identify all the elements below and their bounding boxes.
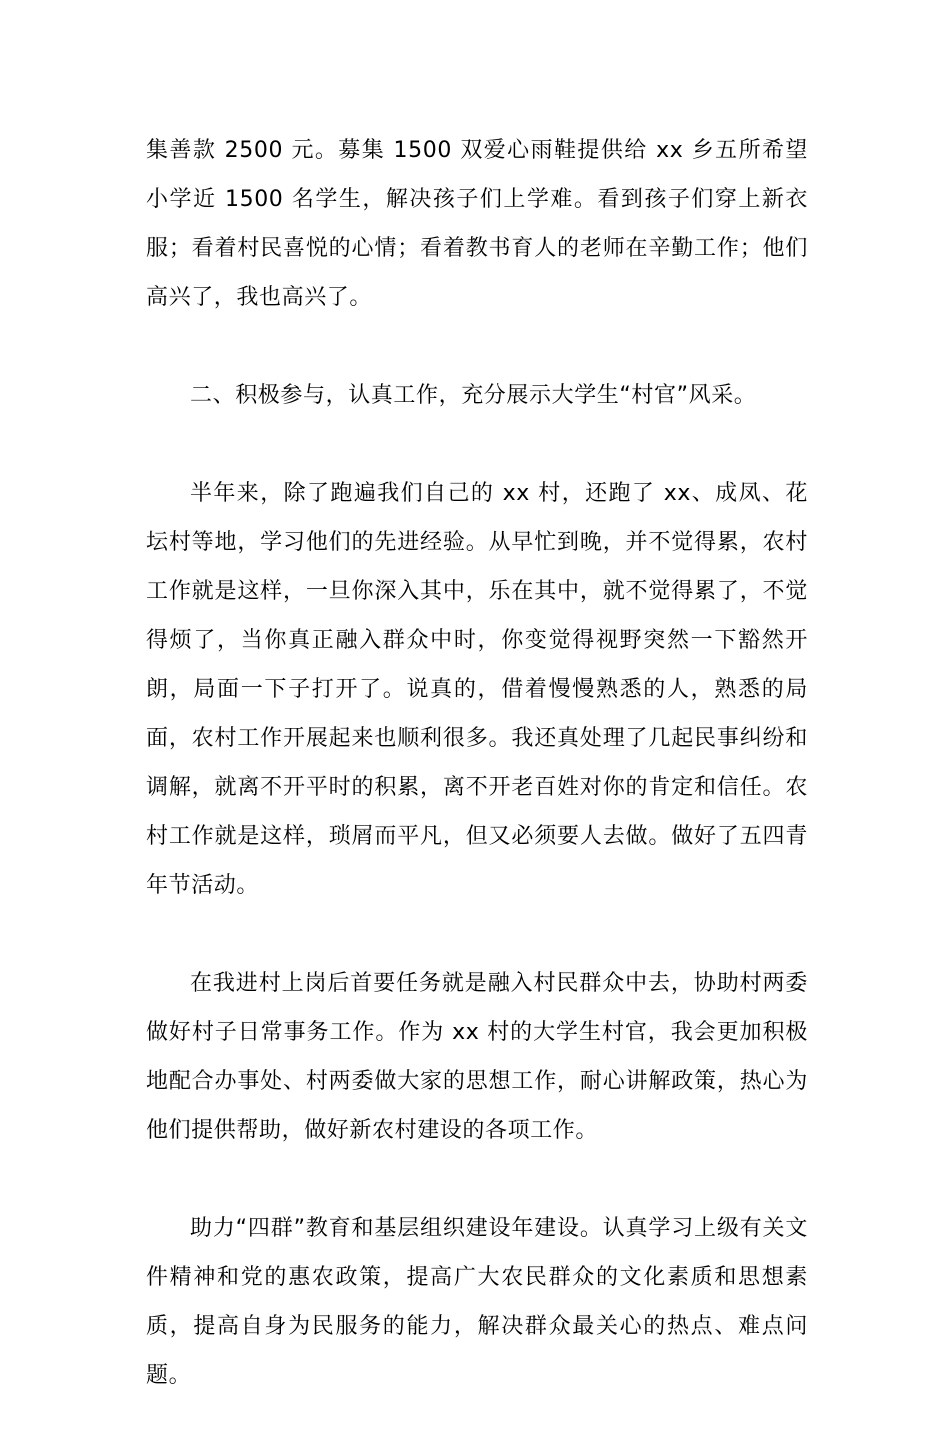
document-body	[146, 126, 808, 1449]
paragraph-donations: 集善款 2500 元。募集 1500 双爱心雨鞋提供给 xx 乡五所希望小学近 1500 名学生，解决孩子们上学难。看到孩子们穿上新衣服；看着村民喜悦的心情；看着教书育人的老师在辛勤工作；他们高兴了，我也高兴了。	[146, 138, 808, 310]
paragraph-village-tasks: 在我进村上岗后首要任务就是融入村民群众中去，协助村两委做好村子日常事务工作。作为 xx 村的大学生村官，我会更加积极地配合办事处、村两委做大家的思想工作，耐心讲解政策，热心为他们提供帮助，做好新农村建设的各项工作。	[146, 971, 808, 1143]
paragraph-four-groups: 助力“四群”教育和基层组织建设年建设。认真学习上级有关文件精神和党的惠农政策，提高广大农民群众的文化素质和思想素质，提高自身为民服务的能力，解决群众最关心的热点、难点问题。	[146, 1216, 808, 1388]
section-heading-two: 二、积极参与，认真工作，充分展示大学生“村官”风采。	[190, 383, 757, 408]
paragraph-half-year: 半年来，除了跑遍我们自己的 xx 村，还跑了 xx、成凤、花坛村等地，学习他们的先进经验。从早忙到晚，并不觉得累，农村工作就是这样，一旦你深入其中，乐在其中，就不觉得累了，不觉得烦了，当你真正融入群众中时，你变觉得视野突然一下豁然开朗，局面一下子打开了。说真的，借着慢慢熟悉的人，熟悉的局面，农村工作开展起来也顺利很多。我还真处理了几起民事纠纷和调解，就离不开平时的积累，离不开老百姓对你的肯定和信任。农村工作就是这样，琐屑而平凡，但又必须要人去做。做好了五四青年节活动。	[146, 481, 808, 898]
